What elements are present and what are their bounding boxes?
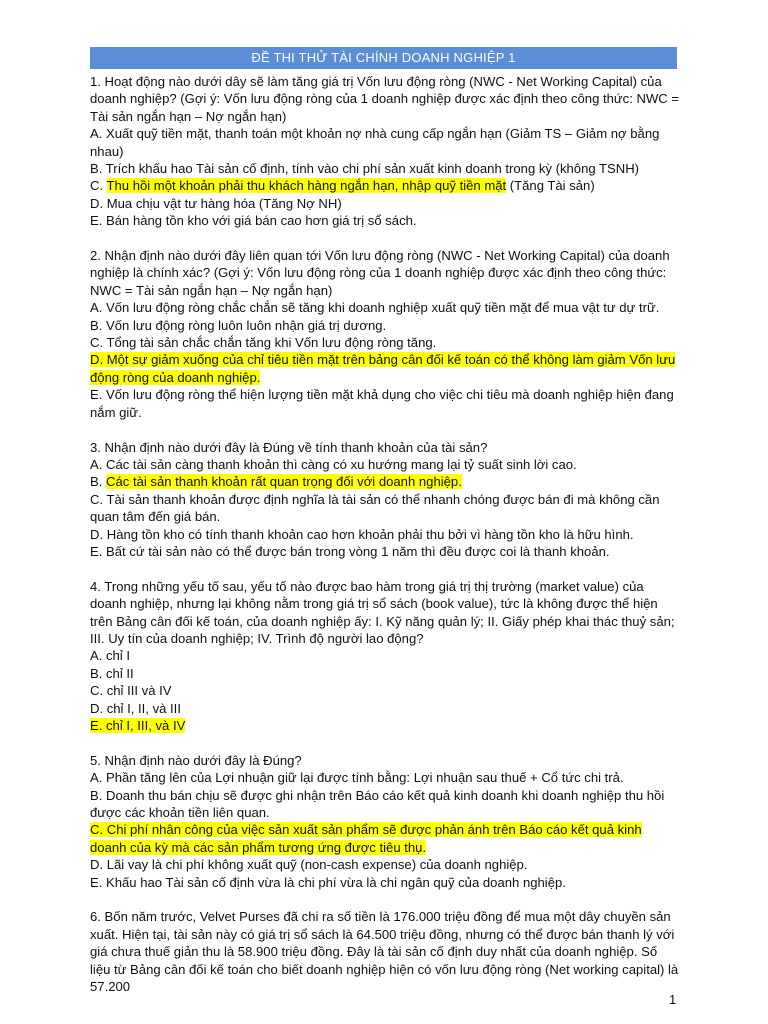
answer-option-d: D. Mua chịu vật tư hàng hóa (Tăng Nợ NH) [90,195,342,211]
answer-option-e [90,717,680,734]
question-3 [90,439,680,561]
question-stem: 6. Bốn năm trước, Velvet Purses đã chi ra số tiền là 176.000 triệu đồng để mua một dây chuyền sản xuất. Hiện tại, tài sản này có giá trị sổ sách là 64.500 triệu đồng, nhưng có thể được bán thanh lý với giá chưa thuế giản thu là 58.900 triệu đồng. Đây là tài sản cố định duy nhất của doanh nghiệp. Số liệu từ Bảng cân đối kế toán cho biết doanh nghiệp hiện có vốn lưu động ròng (Net working capital) là 57.200 [90,909,679,995]
answer-option-c: C. Tài sản thanh khoản được định nghĩa là tài sản có thể nhanh chóng được bán đi mà không cần quan tâm đến giá bán. [90,491,660,525]
question-stem: 1. Hoạt động nào dưới dây sẽ làm tăng giá trị Vốn lưu động ròng (NWC - Net Working Capital) của doanh nghiệp? (Gợi ý: Vốn lưu động ròng của 1 doanh nghiệp được xác định theo công thức: NWC = Tài sản ngắn hạn – Nợ ngắn hạn) [90,74,680,124]
question-stem: 5. Nhận định nào dưới đây là Đúng? [90,752,302,768]
answer-option-d: D. Lãi vay là chi phí không xuất quỹ (non-cash expense) của doanh nghiệp. [90,857,528,873]
option-prefix: B. [90,474,107,490]
answer-option-e: E. Bán hàng tồn kho với giá bán cao hơn giá trị sổ sách. [90,213,417,229]
option-note: (Tăng Tài sản) [506,178,595,194]
highlighted-answer: C. Chi phí nhân công của việc sản xuất sản phẩm sẽ được phản ánh trên Báo cáo kết quả kinh doanh của kỳ mà các sản phẩm tương ứng được tiêu thụ. [90,822,642,855]
answer-option-b [90,473,680,490]
answer-option-c: C. Tổng tài sản chắc chắn tăng khi Vốn lưu động ròng tăng. [90,335,437,351]
question-6 [90,908,680,995]
answer-option-b: B. Doanh thu bán chịu sẽ được ghi nhận trên Báo cáo kết quả kinh doanh khi doanh nghiệp thu hồi được các khoản tiền liên quan. [90,787,665,820]
page-number: 1 [669,992,677,1007]
question-1 [90,73,680,230]
question-5 [90,752,680,891]
question-stem: 3. Nhận định nào dưới đây là Đúng về tính thanh khoản của tài sản? [90,439,488,455]
highlighted-answer: Các tài sản thanh khoản rất quan trọng đối với doanh nghiệp. [106,474,462,490]
document-body [90,73,680,1013]
answer-option-b: B. chỉ II [90,665,134,681]
answer-option-d: D. chỉ I, II, và III [90,700,181,716]
answer-option-c: C. chỉ III và IV [90,683,172,699]
answer-option-d [90,351,680,386]
option-prefix: C. [90,178,107,194]
highlighted-answer: E. chỉ I, III, và IV [90,717,186,733]
answer-option-e: E. Bất cứ tài sản nào có thể được bán trong vòng 1 năm thì đều được coi là thanh khoản. [90,543,610,559]
document-title: ĐỀ THI THỬ TÀI CHÍNH DOANH NGHIỆP 1 [90,47,677,69]
answer-option-a: A. Vốn lưu động ròng chắc chắn sẽ tăng khi doanh nghiệp xuất quỹ tiền mặt để mua vật tư dự trữ. [90,300,660,316]
answer-option-a: A. Các tài sản càng thanh khoản thì càng có xu hướng mang lại tỷ suất sinh lời cao. [90,456,577,472]
answer-option-d: D. Hàng tồn kho có tính thanh khoản cao hơn khoản phải thu bởi vì hàng tồn kho là hữu hình. [90,526,634,542]
answer-option-b: B. Vốn lưu động ròng luôn luôn nhận giá trị dương. [90,317,387,333]
question-stem: 2. Nhận định nào dưới đây liên quan tới Vốn lưu động ròng (NWC - Net Working Capital) của doanh nghiệp là chính xác? (Gợi ý: Vốn lưu động ròng của 1 doanh nghiệp được xác định theo công thức: NWC = Tài sản ngắn hạn – Nợ ngắn hạn) [90,248,670,298]
answer-option-e: E. Vốn lưu động ròng thể hiện lượng tiền mặt khả dụng cho việc chi tiêu mà doanh nghiệp hiện đang nắm giữ. [90,387,674,420]
highlighted-answer: D. Một sự giảm xuống của chỉ tiêu tiền mặt trên bảng cân đối kế toán có thể không làm giảm Vốn lưu động ròng của doanh nghiệp. [90,352,676,385]
answer-option-b: B. Trích khấu hao Tài sản cố định, tính vào chi phí sản xuất kinh doanh trong kỳ (không TSNH) [90,161,640,177]
answer-option-a: A. Phần tăng lên của Lợi nhuận giữ lại được tính bằng: Lợi nhuận sau thuế + Cổ tức chi trả. [90,770,624,786]
question-stem: 4. Trong những yếu tố sau, yếu tố nào được bao hàm trong giá trị thị trường (market value) của doanh nghiệp, nhưng lại không nằm trong giá trị sổ sách (book value), tức là không được thể hiện trên Bảng cân đối kế toán, của doanh nghiệp ấy: I. Kỹ năng quản lý; II. Giấy phép khai thác thuỷ sản; III. Uy tín của doanh nghiệp; IV. Trình độ người lao động? [90,578,675,646]
answer-option-c [90,177,680,194]
answer-option-a: A. Xuất quỹ tiền mặt, thanh toán một khoản nợ nhà cung cấp ngắn hạn (Giảm TS – Giảm nợ bằng nhau) [90,126,660,159]
answer-option-a: A. chỉ I [90,648,131,664]
answer-option-e: E. Khấu hao Tài sản cố định vừa là chi phí vừa là chi ngân quỹ của doanh nghiệp. [90,874,566,890]
question-2 [90,247,680,421]
question-4 [90,578,680,735]
highlighted-answer: Thu hồi một khoản phải thu khách hàng ngắn hạn, nhập quỹ tiền mặt [106,178,507,194]
answer-option-c [90,821,680,856]
